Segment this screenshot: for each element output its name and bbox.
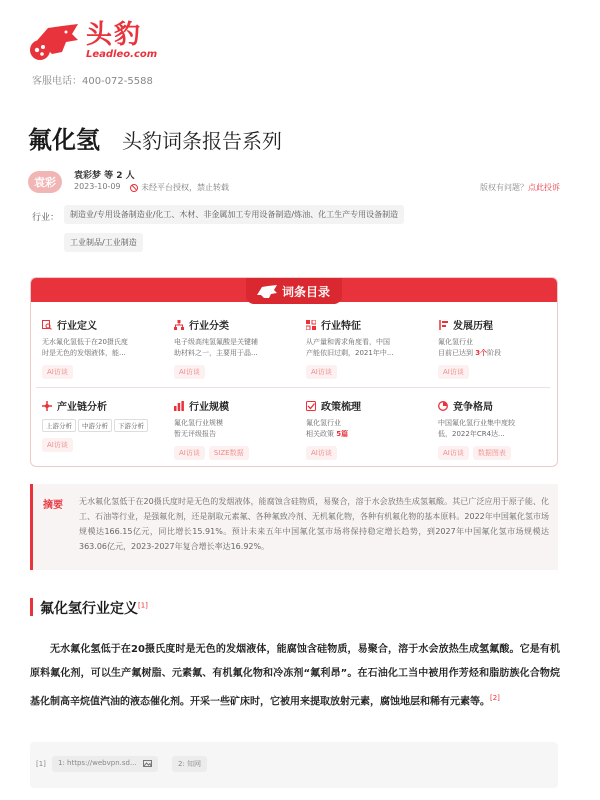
data-chart-pill[interactable]: 数据图表 — [473, 446, 511, 460]
catalog-title — [246, 278, 342, 304]
hierarchy-icon — [174, 320, 184, 330]
catalog-item-desc: 氟化氢行业 — [438, 338, 473, 346]
catalog-item-desc: 助材料之一，主要用于晶... — [174, 349, 258, 357]
catalog-item-features[interactable] — [306, 317, 424, 379]
catalog-item-history[interactable] — [438, 317, 556, 379]
search-doc-icon — [42, 320, 52, 330]
brand-logo[interactable] — [28, 20, 157, 62]
ai-interview-pill[interactable]: AI访谈 — [306, 365, 337, 379]
industry-tag[interactable]: 制造业/专用设备制造业/化工、木材、非金属加工专用设备制造/炼油、化工生产专用设备制造 — [64, 205, 404, 224]
leopard-logo-icon — [28, 20, 82, 62]
section-body-text: 无水氟化氢低于在20摄氏度时是无色的发烟液体，能腐蚀含硅物质，易聚合，溶于水会放热生成氢氟酸。它是有机原料氟化剂，可以生产氟树脂、元素氟、有机氟化物和冷冻剂“氟利昂”。在石油化工当中被用作芳烃和脂肪族化合物烷基化制高辛烷值汽油的液态催化剂。开采一些矿床时，它被用来提取放射元素，腐蚀地层和稀有元素等。 — [30, 644, 560, 708]
upstream-chip[interactable]: 上游分析 — [42, 419, 76, 432]
catalog-title-text: 词条目录 — [281, 284, 331, 299]
footnote-ref[interactable]: [1] — [138, 601, 148, 610]
catalog-item-title: 竞争格局 — [453, 402, 493, 413]
ban-icon — [130, 184, 138, 192]
reprint-notice-text: 未经平台授权，禁止转载 — [141, 183, 229, 192]
reference-link-text: 1: https://webvpn.sd... — [58, 759, 137, 767]
section-title — [40, 598, 148, 618]
catalog-item-title: 行业特征 — [321, 321, 361, 332]
author-name[interactable]: 袁彩梦 等 2 人 — [74, 171, 135, 181]
catalog-item-title: 行业规模 — [189, 402, 229, 413]
catalog-item-desc — [306, 429, 424, 440]
catalog-item-desc: 低，2022年CR4达... — [438, 430, 505, 438]
policy-icon — [306, 401, 316, 411]
ai-interview-pill[interactable]: AI访谈 — [438, 365, 469, 379]
catalog-item-classification[interactable] — [174, 317, 292, 379]
hotline-text: 客服电话：400-072-5588 — [32, 76, 153, 87]
policy-count: 5篇 — [336, 430, 349, 438]
leopard-icon — [256, 283, 278, 299]
catalog-item-desc: 中国氟化氢行业集中度较 — [438, 419, 515, 427]
reference-link[interactable] — [52, 756, 158, 772]
ai-interview-pill[interactable]: AI访谈 — [306, 446, 337, 460]
section-body — [30, 638, 560, 714]
catalog-item-desc: 暂无评级报告 — [174, 430, 216, 438]
size-data-pill[interactable]: SIZE数据 — [209, 446, 249, 460]
catalog-item-desc: 时是无色的发烟液体，能... — [42, 349, 126, 357]
ai-interview-pill[interactable]: AI访谈 — [42, 365, 73, 379]
logo-chinese: 头豹 — [86, 20, 143, 50]
title-main: 氟化氢 — [28, 126, 100, 154]
ai-interview-pill[interactable]: AI访谈 — [174, 365, 205, 379]
catalog-item-chain[interactable] — [42, 398, 160, 452]
catalog-item-desc: 无水氟化氢低于在20摄氏度 — [42, 338, 128, 346]
section-marker — [30, 598, 33, 616]
stage-count: 3个 — [475, 349, 488, 357]
section-title-text: 氟化氢行业定义 — [40, 601, 138, 617]
catalog-item-title: 产业链分析 — [57, 402, 107, 413]
catalog-item-definition[interactable] — [42, 317, 160, 379]
ai-interview-pill[interactable]: AI访谈 — [174, 446, 205, 460]
timeline-icon — [438, 320, 448, 330]
catalog-item-competition[interactable] — [438, 398, 556, 460]
catalog-item-desc: 氟化氢行业规模 — [174, 419, 223, 427]
downstream-chip[interactable]: 下游分析 — [114, 419, 148, 432]
pie-icon — [438, 401, 448, 411]
catalog-divider — [36, 387, 550, 388]
report-link[interactable]: 点此投诉 — [528, 183, 560, 192]
chain-icon — [42, 401, 52, 411]
catalog-header — [31, 278, 557, 302]
image-icon — [143, 760, 152, 767]
reference-link[interactable]: 2: 知网 — [172, 756, 207, 772]
abstract-label: 摘要 — [43, 500, 63, 511]
industry-tag[interactable]: 工业制品/工业制造 — [64, 233, 143, 252]
policy-prefix: 相关政策 — [306, 430, 337, 438]
bar-chart-icon — [174, 401, 184, 411]
ai-interview-pill[interactable]: AI访谈 — [438, 446, 469, 460]
page-title — [28, 120, 282, 155]
abstract-text: 无水氟化氢低于在20摄氏度时是无色的发烟液体，能腐蚀含硅物质，易聚合，溶于水会放热生成氢氟酸。其已广泛应用于原子能、化工、石油等行业，是强氟化剂，还是制取元素氟、各种氟致冷剂、无机氟化物，各种有机氟化物的基本原料。2022年中国氟化氢市场规模达166.15亿元，同比增长15.91%。预计未来五年中国氟化氢市场将保持稳定增长趋势，到2027年中国氟化氢市场规模达363.06亿元，2023-2027年复合增长率达16.92%。 — [79, 497, 549, 551]
publish-date: 2023-10-09 — [74, 182, 121, 191]
catalog-item-desc — [438, 348, 556, 359]
catalog-item-desc: 电子级高纯氢氟酸是关键辅 — [174, 338, 258, 346]
footnote-ref[interactable]: [2] — [490, 694, 500, 702]
stage-prefix: 目前已达到 — [438, 349, 476, 357]
midstream-chip[interactable]: 中游分析 — [78, 419, 112, 432]
catalog-item-desc: 产能依旧过剩，2021年中... — [306, 349, 394, 357]
catalog-item-desc: 从产量和需求角度看，中国 — [306, 338, 390, 346]
catalog-item-scale[interactable] — [174, 398, 292, 460]
reprint-notice — [130, 182, 229, 193]
reference-box — [30, 742, 558, 788]
title-series: 头豹词条报告系列 — [122, 129, 282, 153]
grid-icon — [306, 320, 316, 330]
catalog-item-desc: 氟化氢行业 — [306, 419, 341, 427]
industry-label: 行业： — [32, 213, 60, 223]
copyright-question: 版权有问题？ — [480, 183, 528, 192]
catalog-item-title: 发展历程 — [453, 321, 493, 332]
ai-interview-pill[interactable]: AI访谈 — [42, 438, 73, 452]
catalog-item-title: 行业定义 — [57, 321, 97, 332]
stage-suffix: 阶段 — [487, 349, 502, 357]
catalog-item-policy[interactable] — [306, 398, 424, 460]
abstract-box — [30, 484, 558, 570]
reference-index: [1] — [36, 760, 46, 768]
logo-english: Leadleo.com — [86, 49, 158, 60]
avatar[interactable]: 袁彩 — [28, 171, 62, 193]
copyright-complaint — [480, 182, 560, 193]
catalog-item-title: 行业分类 — [189, 321, 229, 332]
catalog-item-title: 政策梳理 — [321, 402, 361, 413]
